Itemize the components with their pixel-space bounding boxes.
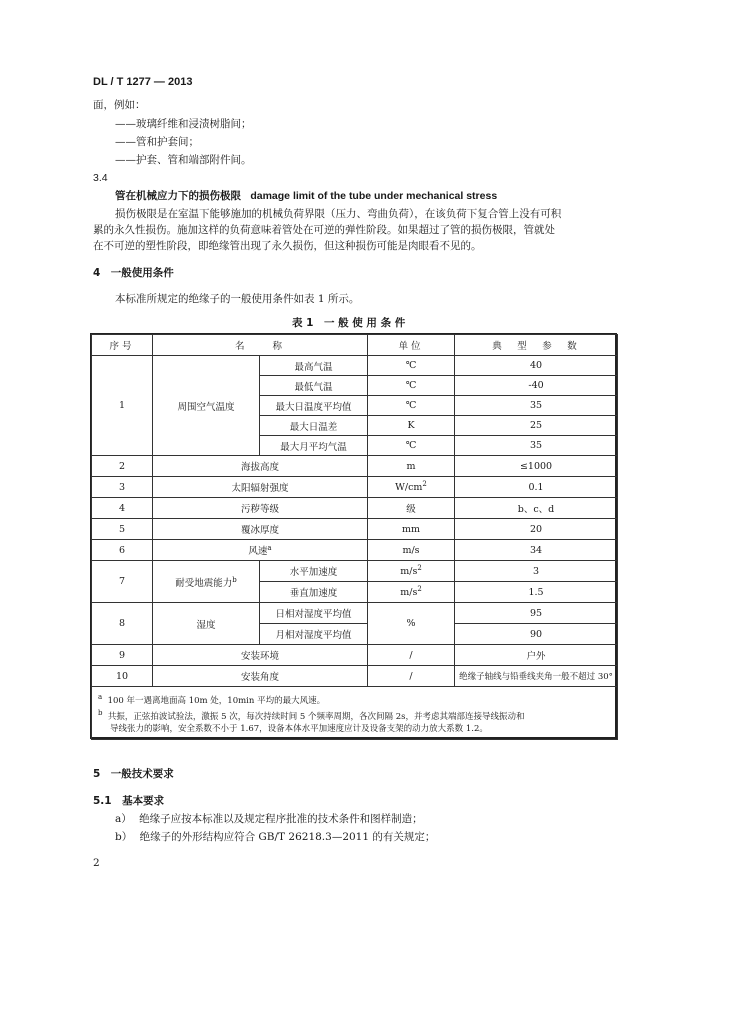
- table-notes: [92, 687, 618, 740]
- cell-name: 月相对湿度平均值: [260, 624, 368, 645]
- cell-name: 最大月平均气温: [260, 436, 368, 456]
- cell-name: 最大日温度平均值: [260, 396, 368, 416]
- section-heading: 4 一般使用条件: [93, 267, 174, 279]
- note-mark: b: [98, 708, 103, 717]
- cell-unit: m/s: [368, 540, 455, 561]
- cell-value: 0.1: [455, 477, 618, 498]
- group-text: 耐受地震能力: [175, 577, 233, 589]
- cell-unit: /: [368, 645, 455, 666]
- cell-value: 25: [455, 416, 618, 436]
- note-a: [98, 691, 611, 707]
- section-heading: 5 一般技术要求: [93, 768, 174, 780]
- cell-group: 湿度: [153, 603, 260, 645]
- cell-name: [153, 540, 368, 561]
- list-item: ——管和护套间；: [115, 136, 199, 148]
- cell-value: 35: [455, 436, 618, 456]
- cell-no: 9: [92, 645, 153, 666]
- section-number: 3.4: [93, 172, 108, 184]
- unit-superscript: 2: [422, 480, 427, 489]
- cell-unit: 级: [368, 498, 455, 519]
- cell-name: 覆冰厚度: [153, 519, 368, 540]
- footnote-mark: b: [232, 575, 237, 584]
- cell-unit: ℃: [368, 436, 455, 456]
- list-text: 绝缘子的外形结构应符合 GB/T 26218.3—2011 的有关规定；: [139, 831, 436, 843]
- cell-unit: [368, 477, 455, 498]
- cell-name: 安装环境: [153, 645, 368, 666]
- unit-text: W/cm: [395, 482, 423, 494]
- cell-value: 35: [455, 396, 618, 416]
- intro-line: 面，例如：: [93, 99, 146, 111]
- usage-conditions-table: [91, 334, 618, 740]
- cell-value: 户外: [455, 645, 618, 666]
- table-header-row: [92, 335, 618, 356]
- cell-no: 8: [92, 603, 153, 645]
- list-mark: a）: [115, 813, 132, 825]
- cell-no: 3: [92, 477, 153, 498]
- list-item: ——护套、管和端部附件间。: [115, 154, 252, 166]
- unit-superscript: 2: [417, 585, 422, 594]
- note-text: 共振，正弦拍波试验法，激振 5 次，每次持续时间 5 个频率周期，各次间隔 2s，并考虑其端部连接导线振动和: [107, 711, 525, 722]
- header-unit: 单位: [368, 335, 455, 356]
- subsection-heading: 5.1 基本要求: [93, 795, 165, 807]
- cell-value: 3: [455, 561, 618, 582]
- table-row: [92, 519, 618, 540]
- note-b: [98, 707, 611, 723]
- list-text: 绝缘子应按本标准以及规定程序批准的技术条件和图样制造；: [139, 813, 423, 825]
- cell-value: 90: [455, 624, 618, 645]
- cell-name: 最低气温: [260, 376, 368, 396]
- cell-unit: ℃: [368, 356, 455, 376]
- cell-name: 日相对湿度平均值: [260, 603, 368, 624]
- cell-unit: ℃: [368, 376, 455, 396]
- note-text: 100 年一遇离地面高 10m 处，10min 平均的最大风速。: [107, 695, 326, 706]
- table-row: [92, 456, 618, 477]
- term-title: [115, 189, 497, 203]
- table-row: [92, 498, 618, 519]
- table-row: [92, 645, 618, 666]
- cell-value: 34: [455, 540, 618, 561]
- cell-unit: [368, 582, 455, 603]
- cell-name: 太阳辐射强度: [153, 477, 368, 498]
- cell-name: 垂直加速度: [260, 582, 368, 603]
- cell-group: 周围空气温度: [153, 356, 260, 456]
- header-no: 序号: [92, 335, 153, 356]
- table-notes-row: [92, 687, 618, 740]
- list-item: [115, 812, 423, 826]
- table-row: [92, 356, 618, 376]
- cell-unit: K: [368, 416, 455, 436]
- cell-no: 10: [92, 666, 153, 687]
- name-text: 风速: [248, 546, 268, 557]
- cell-name: 海拔高度: [153, 456, 368, 477]
- unit-text: m/s: [400, 587, 418, 599]
- table-row: [92, 561, 618, 582]
- page-number: 2: [93, 857, 100, 869]
- note-b-cont: 导线张力的影响，安全系数不小于 1.67，设备本体水平加速度应计及设备支架的动力放大系数 1.2。: [110, 723, 488, 734]
- cell-unit: %: [368, 603, 455, 645]
- cell-unit: /: [368, 666, 455, 687]
- list-mark: b）: [115, 831, 133, 843]
- header-value: 典 型 参 数: [455, 335, 618, 356]
- unit-text: m/s: [400, 566, 418, 578]
- paragraph-line: 累的永久性损伤。施加这样的负荷意味着管处在可逆的弹性阶段。如果超过了管的损伤极限，管就处: [93, 224, 555, 236]
- cell-no: 1: [92, 356, 153, 456]
- cell-value: 20: [455, 519, 618, 540]
- cell-unit: mm: [368, 519, 455, 540]
- footnote-mark: a: [267, 543, 272, 552]
- cell-no: 4: [92, 498, 153, 519]
- standard-code: DL / T 1277 — 2013: [93, 76, 193, 88]
- list-item: [115, 830, 435, 844]
- section-intro: 本标准所规定的绝缘子的一般使用条件如表 1 所示。: [115, 293, 360, 305]
- paragraph-line: 在不可逆的塑性阶段，即绝缘管出现了永久损伤，但这种损伤可能是肉眼看不见的。: [93, 240, 482, 252]
- table-row: [92, 603, 618, 624]
- cell-no: 5: [92, 519, 153, 540]
- cell-group: [153, 561, 260, 603]
- cell-name: 最高气温: [260, 356, 368, 376]
- list-item: ——玻璃纤维和浸渍树脂间；: [115, 118, 252, 130]
- unit-superscript: 2: [417, 564, 422, 573]
- cell-value: b、c、d: [455, 498, 618, 519]
- cell-no: 2: [92, 456, 153, 477]
- cell-unit: [368, 561, 455, 582]
- table-title: 表 1 一 般 使 用 条 件: [292, 317, 406, 329]
- table-row: [92, 666, 618, 687]
- header-name: 名 称: [153, 335, 368, 356]
- cell-value: 绝缘子轴线与铅垂线夹角一般不超过 30°: [455, 666, 618, 687]
- cell-name: 安装角度: [153, 666, 368, 687]
- cell-name: 水平加速度: [260, 561, 368, 582]
- cell-name: 污秽等级: [153, 498, 368, 519]
- cell-no: 6: [92, 540, 153, 561]
- paragraph-line: 损伤极限是在室温下能够施加的机械负荷界限（压力、弯曲负荷），在该负荷下复合管上没有可积: [115, 208, 562, 220]
- cell-value: 40: [455, 356, 618, 376]
- cell-name: 最大日温差: [260, 416, 368, 436]
- term-title-cn: 管在机械应力下的损伤极限: [115, 190, 241, 202]
- cell-value: 1.5: [455, 582, 618, 603]
- table-row: [92, 477, 618, 498]
- cell-unit: m: [368, 456, 455, 477]
- table-row: [92, 540, 618, 561]
- cell-no: 7: [92, 561, 153, 603]
- cell-value: 95: [455, 603, 618, 624]
- cell-value: ≤1000: [455, 456, 618, 477]
- cell-value: -40: [455, 376, 618, 396]
- cell-unit: ℃: [368, 396, 455, 416]
- note-mark: a: [98, 693, 103, 701]
- term-title-en: damage limit of the tube under mechanical stress: [250, 190, 498, 202]
